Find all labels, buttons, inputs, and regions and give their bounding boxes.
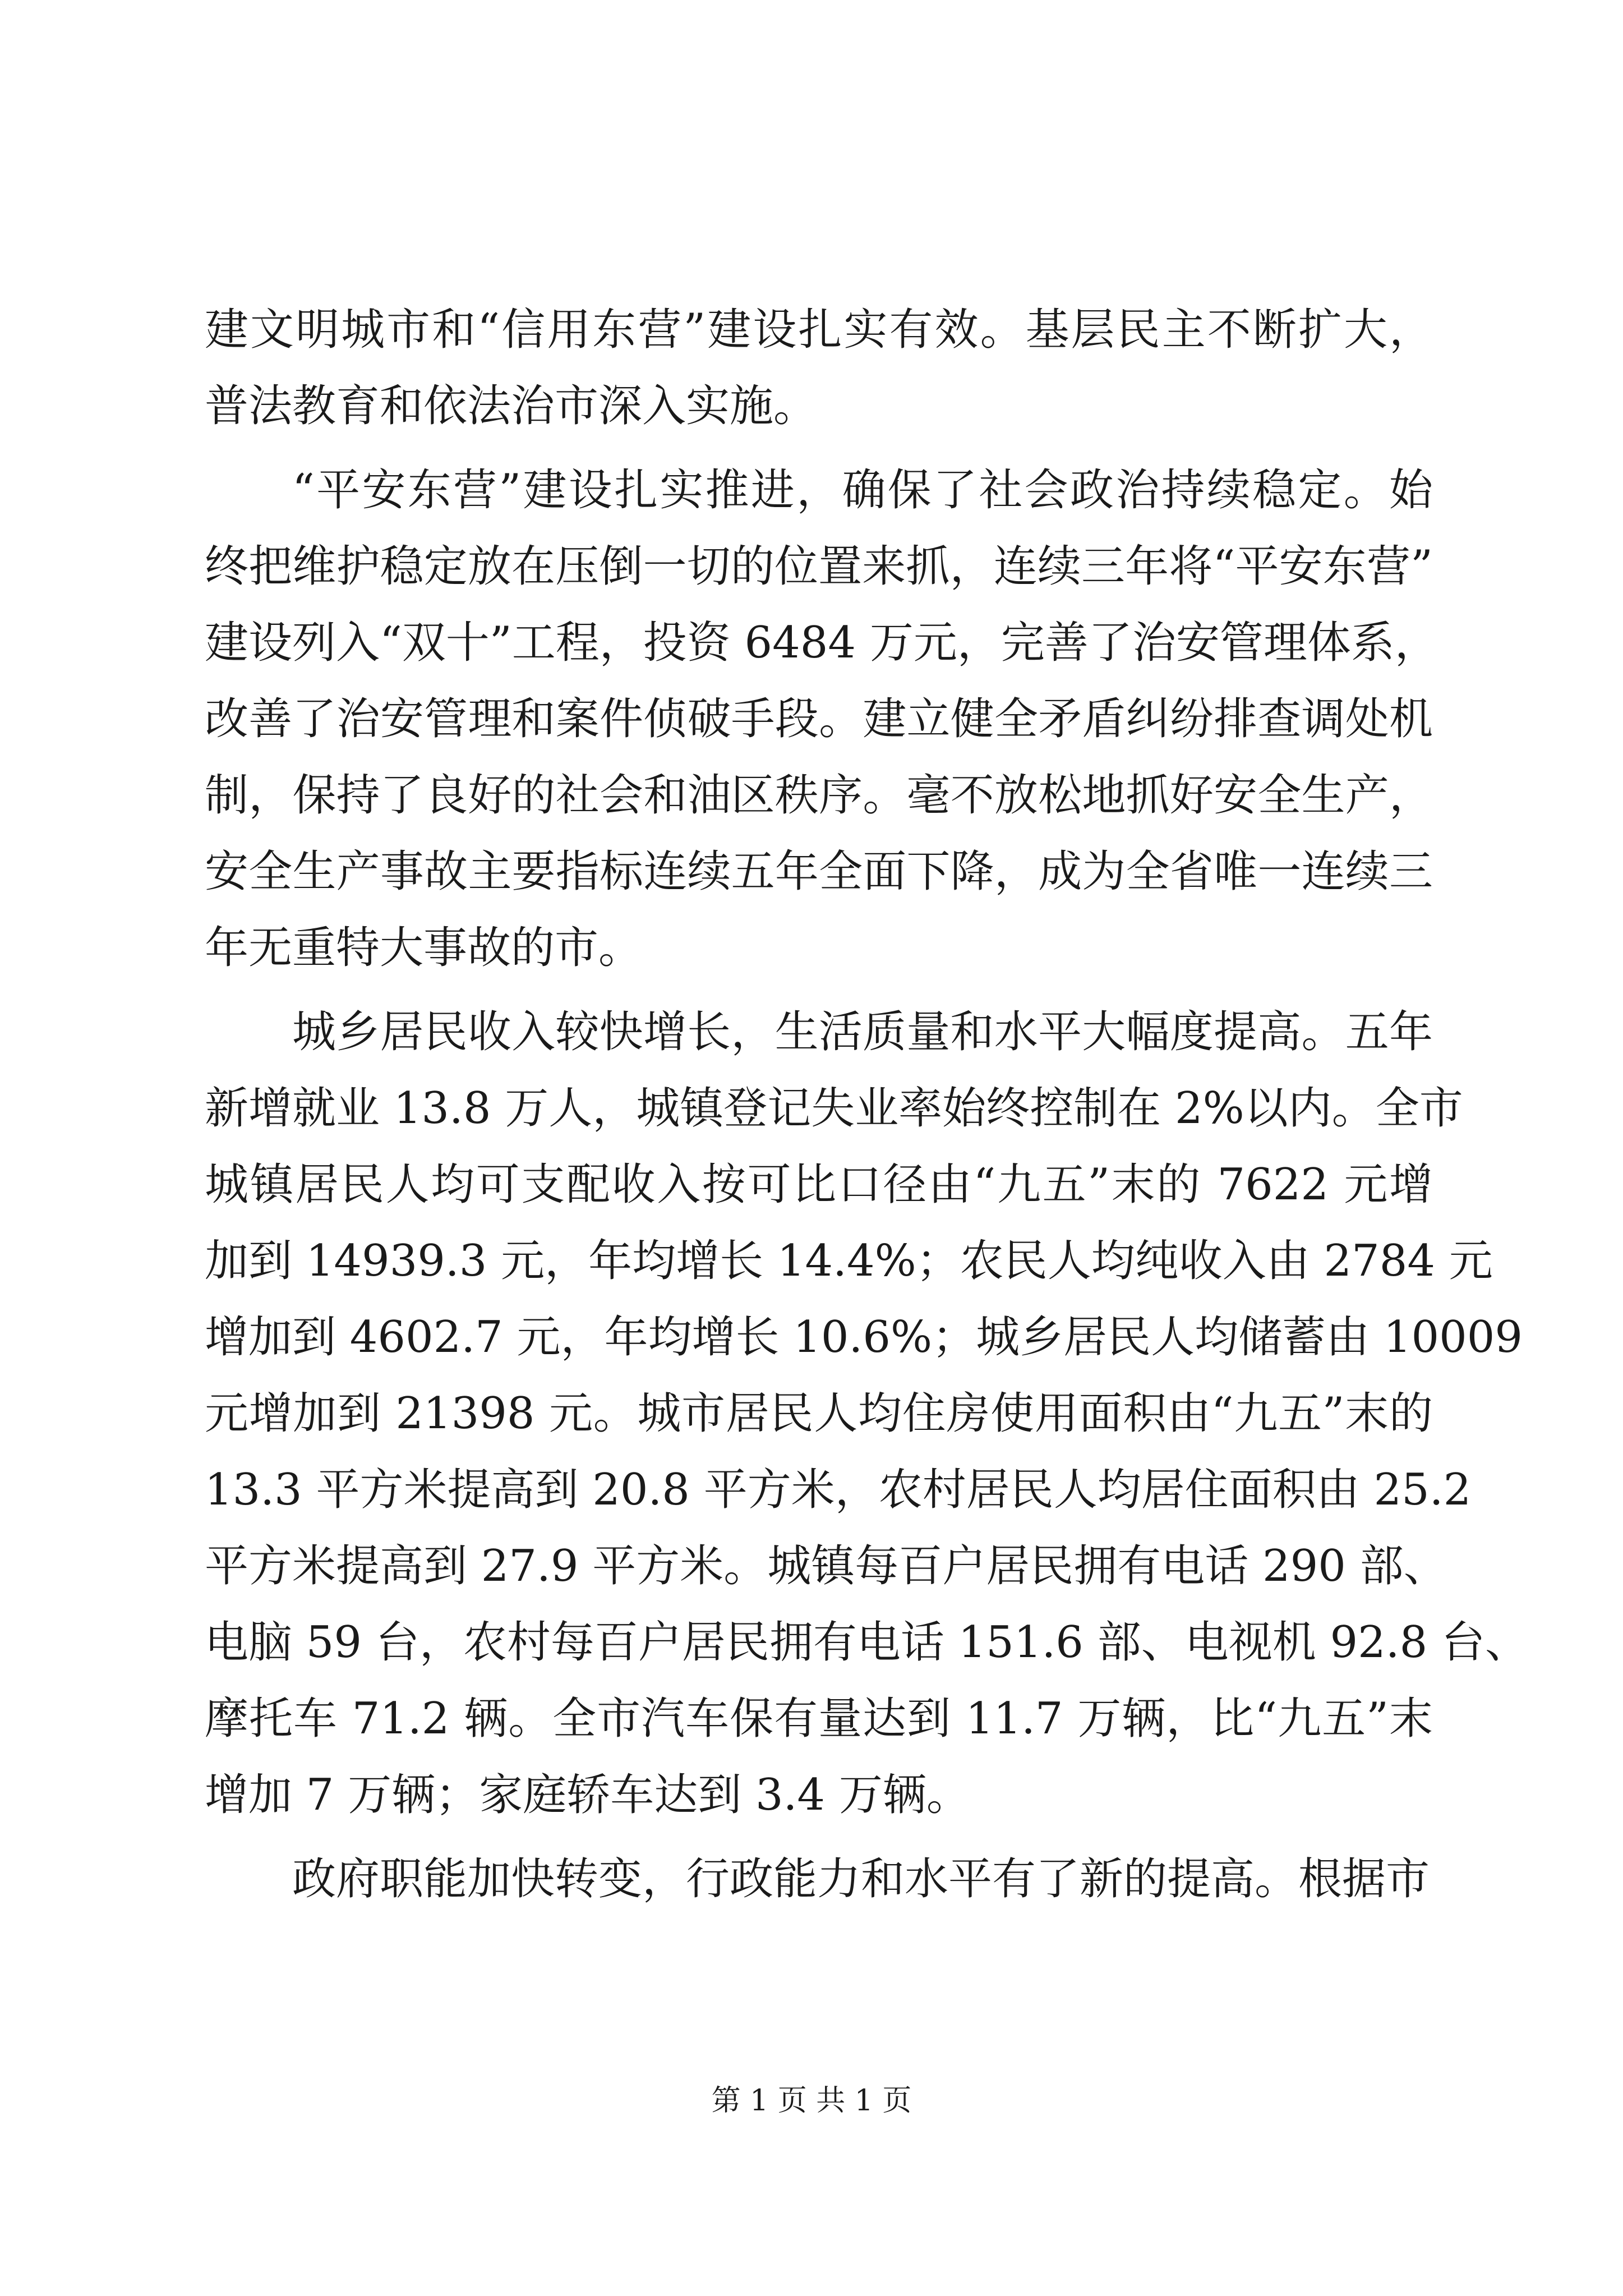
text-line: 13.3 平方米提高到 20.8 平方米，农村居民人均居住面积由 25.2: [205, 1465, 1472, 1515]
text-line: 安全生产事故主要指标连续五年全面下降，成为全省唯一连续三: [205, 846, 1433, 897]
text-line: 平方米提高到 27.9 平方米。城镇每百户居民拥有电话 290 部、: [205, 1541, 1447, 1591]
text-line: 年无重特大事故的市。: [205, 923, 643, 973]
text-line: 终把维护稳定放在压倒一切的位置来抓，连续三年将“平安东营”: [205, 541, 1433, 592]
text-line: 加到 14939.3 元，年均增长 14.4%；农民人均纯收入由 2784 元: [205, 1236, 1493, 1286]
text-line: “平安东营”建设扎实推进，确保了社会政治持续稳定。始: [292, 465, 1433, 516]
paragraph-spacer: [205, 444, 1433, 452]
text-line: 摩托车 71.2 辆。全市汽车保有量达到 11.7 万辆，比“九五”末: [205, 1694, 1433, 1744]
text-line: 城镇居民人均可支配收入按可比口径由“九五”末的 7622 元增: [205, 1159, 1433, 1210]
text-line: 新增就业 13.8 万人，城镇登记失业率始终控制在 2%以内。全市: [205, 1083, 1463, 1134]
text-line: 普法教育和依法治市深入实施。: [205, 381, 818, 431]
text-line: 电脑 59 台，农村每百户居民拥有电话 151.6 部、电视机 92.8 台、: [205, 1617, 1529, 1668]
text-line: 建文明城市和“信用东营”建设扎实有效。基层民主不断扩大，: [205, 305, 1433, 355]
paragraph-spacer: [205, 1833, 1433, 1841]
paragraph: [205, 994, 1529, 1833]
page-footer: 第 1 页 共 1 页: [711, 2084, 912, 2118]
paragraph: [205, 452, 1438, 986]
text-line: 元增加到 21398 元。城市居民人均住房使用面积由“九五”末的: [205, 1388, 1433, 1439]
text-line: 改善了治安管理和案件侦破手段。建立健全矛盾纠纷排查调处机: [205, 694, 1433, 744]
text-line: 制，保持了良好的社会和油区秩序。毫不放松地抓好安全生产，: [205, 770, 1433, 821]
text-line: 建设列入“双十”工程，投资 6484 万元，完善了治安管理体系，: [205, 618, 1438, 668]
paragraph-spacer: [205, 986, 1433, 994]
text-line: 增加到 4602.7 元，年均增长 10.6%；城乡居民人均储蓄由 10009: [205, 1312, 1523, 1363]
text-line: 城乡居民收入较快增长，生活质量和水平大幅度提高。五年: [292, 1007, 1433, 1057]
text-line: 增加 7 万辆；家庭轿车达到 3.4 万辆。: [205, 1770, 970, 1820]
paragraph: [205, 292, 1433, 444]
text-line: 政府职能加快转变，行政能力和水平有了新的提高。根据市: [292, 1854, 1430, 1904]
document-body: [205, 292, 1529, 1917]
paragraph: [205, 1841, 1433, 1917]
